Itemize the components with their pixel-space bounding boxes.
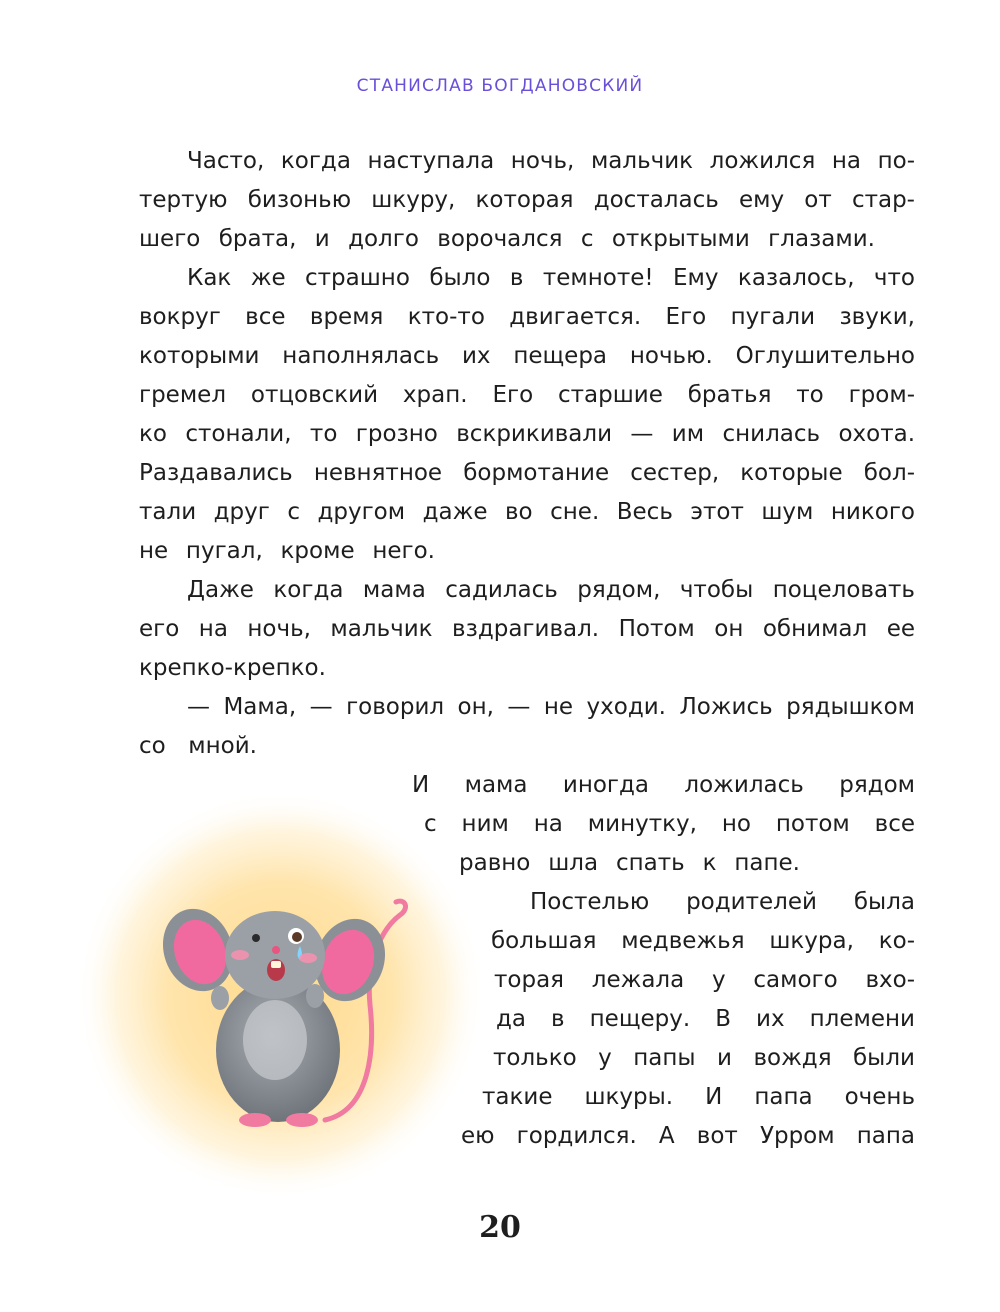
text-line: такие шкуры. И папа очень — [482, 1084, 915, 1110]
text-line: только у папы и вождя были — [493, 1045, 915, 1071]
text-line: гремел отцовский храп. Его старшие братья то гром- — [139, 382, 915, 408]
text-line: вокруг все время кто-то двигается. Его пугали звуки, — [139, 304, 915, 330]
text-line: с ним на минутку, но потом все — [424, 811, 915, 837]
text-line: со мной. — [139, 733, 257, 759]
text-line: его на ночь, мальчик вздрагивал. Потом он обнимал ее — [139, 616, 915, 642]
text-line: которыми наполнялась их пещера ночью. Оглушительно — [139, 343, 915, 369]
text-line: тали друг с другом даже во сне. Весь этот шум никого — [139, 499, 915, 525]
text-line: — Мама, — говорил он, — не уходи. Ложись рядышком — [187, 694, 915, 720]
text-line: не пугал, кроме него. — [139, 538, 435, 564]
text-line: крепко-крепко. — [139, 655, 326, 681]
text-line: Часто, когда наступала ночь, мальчик ложился на по- — [187, 148, 915, 174]
text-line: ко стонали, то грозно вскрикивали — им снилась охота. — [139, 421, 915, 447]
running-head-author: СТАНИСЛАВ БОГДАНОВСКИЙ — [356, 76, 644, 96]
text-line: Как же страшно было в темноте! Ему казалось, что — [187, 265, 915, 291]
text-line: Постелью родителей была — [530, 889, 915, 915]
text-line: тертую бизонью шкуру, которая досталась ему от стар- — [139, 187, 915, 213]
mouse-illustration-icon — [70, 790, 490, 1210]
text-line: торая лежала у самого вхо- — [494, 967, 915, 993]
text-line: Раздавались невнятное бормотание сестер, которые бол- — [139, 460, 915, 486]
text-line: да в пещеру. В их племени — [496, 1006, 915, 1032]
text-line: шего брата, и долго ворочался с открытыми глазами. — [139, 226, 875, 252]
text-line: Даже когда мама садилась рядом, чтобы поцеловать — [187, 577, 915, 603]
text-line: большая медвежья шкура, ко- — [491, 928, 915, 954]
text-line: ею гордился. А вот Урром папа — [461, 1123, 915, 1149]
page-number: 20 — [479, 1210, 521, 1245]
text-line: И мама иногда ложилась рядом — [412, 772, 915, 798]
text-line: равно шла спать к папе. — [459, 850, 800, 876]
